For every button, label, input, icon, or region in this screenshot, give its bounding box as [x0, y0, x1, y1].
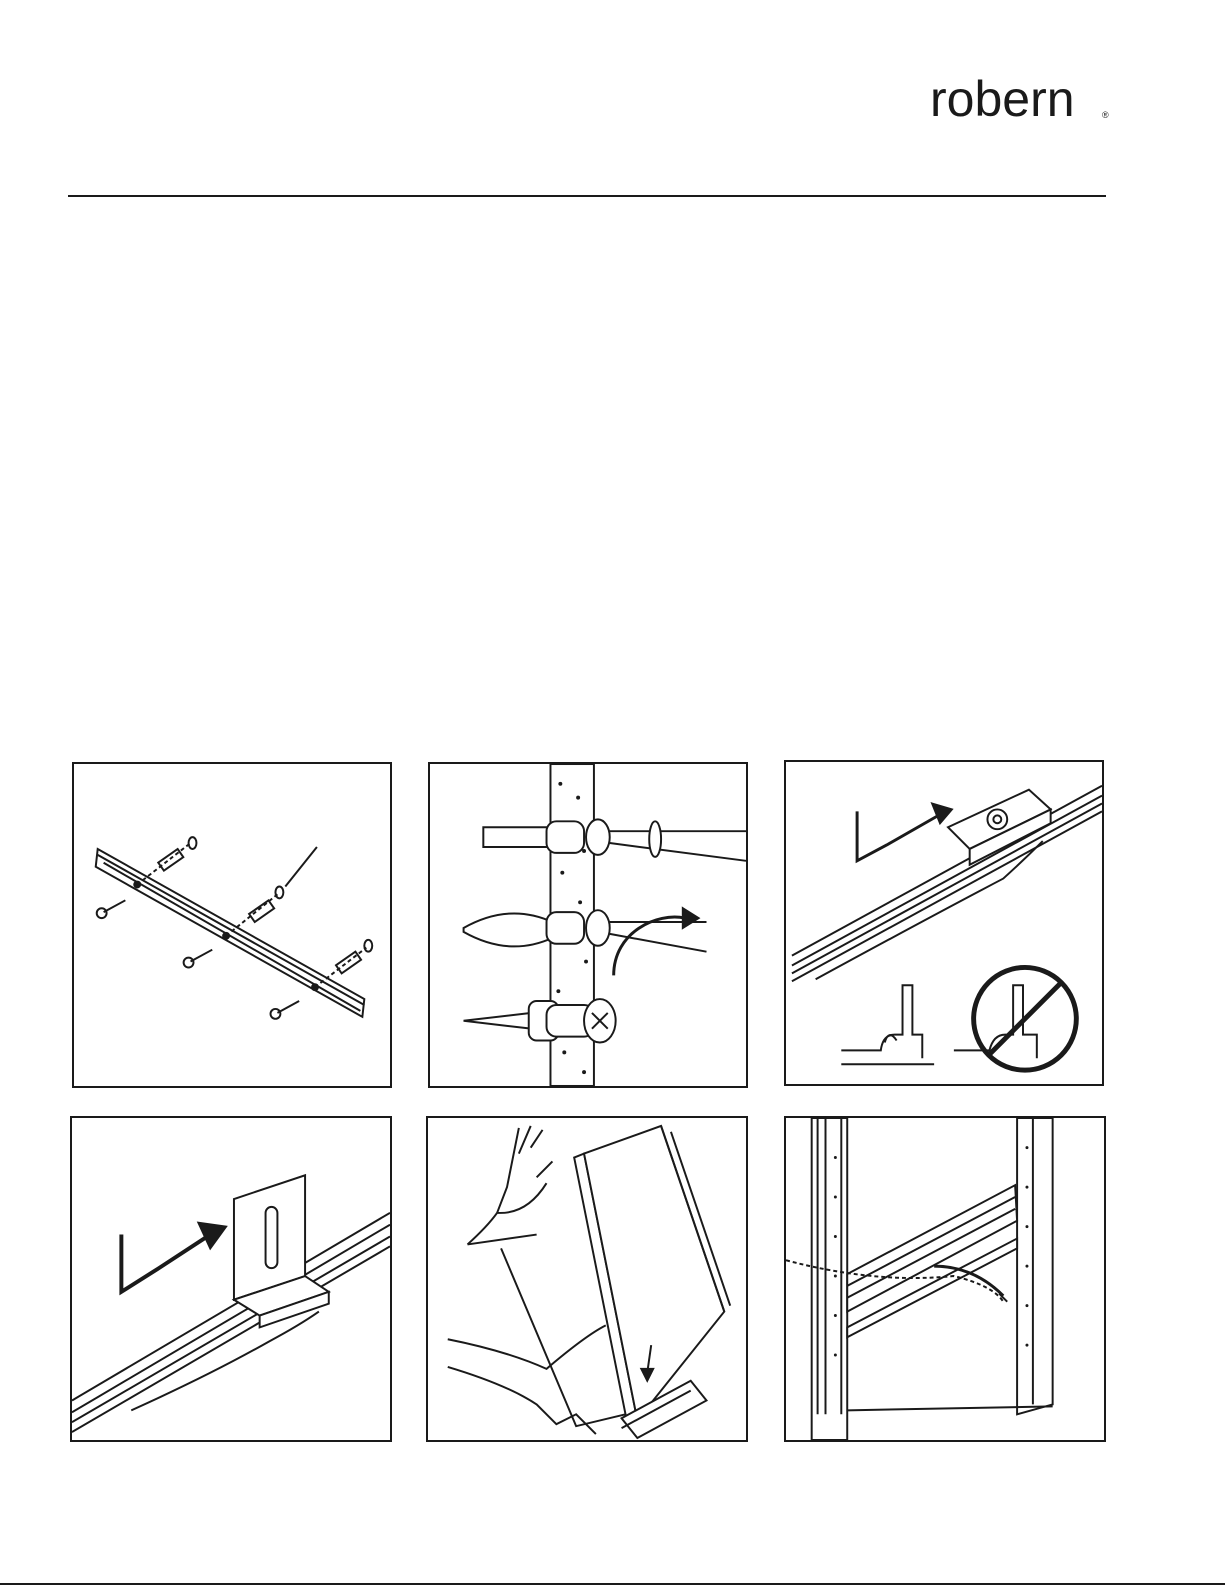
wall-anchors-icon	[430, 764, 746, 1086]
illustration-panel-3	[784, 760, 1104, 1086]
hands-placing-cabinet-icon	[428, 1118, 746, 1440]
illustration-panel-4	[70, 1116, 392, 1442]
illustration-panel-2	[428, 762, 748, 1088]
clip-on-rail-icon	[786, 762, 1102, 1084]
logo-text: robern	[930, 71, 1075, 127]
registered-mark: ®	[1102, 110, 1109, 120]
brand-logo	[930, 70, 1120, 130]
illustration-panel-6	[784, 1116, 1106, 1442]
bracket-on-rail-icon	[72, 1118, 390, 1440]
header-divider	[68, 195, 1106, 197]
robern-logo-icon	[930, 70, 1120, 130]
mounting-rail-screws-icon	[74, 764, 390, 1086]
illustration-panel-1	[72, 762, 392, 1088]
illustration-panel-5	[426, 1116, 748, 1442]
cabinet-frame-icon	[786, 1118, 1104, 1440]
